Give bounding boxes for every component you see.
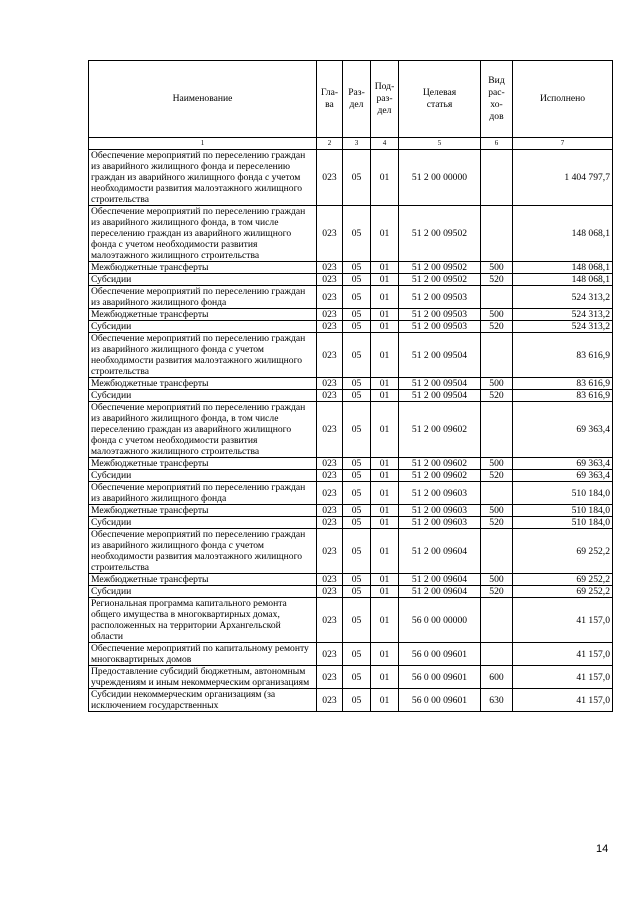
table-row — [89, 598, 613, 643]
cell-name: Обеспечение мероприятий по переселению граждан из аварийного жилищного фонда, в том числе переселению граждан из аварийного жилищного фонда с учетом необходимости развития малоэтажного жилищного строительства — [89, 402, 317, 458]
cell-podrazdel: 01 — [371, 274, 399, 286]
cell-razdel: 05 — [343, 643, 371, 666]
cell-amount: 524 313,2 — [513, 309, 613, 321]
cell-razdel: 05 — [343, 274, 371, 286]
cell-podrazdel: 01 — [371, 390, 399, 402]
cell-vid: 520 — [481, 517, 513, 529]
column-number: 1 — [89, 138, 317, 150]
column-number-row — [89, 138, 613, 150]
cell-podrazdel: 01 — [371, 333, 399, 378]
cell-statya: 51 2 00 09502 — [399, 274, 481, 286]
cell-name: Обеспечение мероприятий по переселению граждан из аварийного жилищного фонда с учетом необходимости развития малоэтажного жилищного строительства — [89, 333, 317, 378]
table-row — [89, 402, 613, 458]
cell-name: Межбюджетные трансферты — [89, 505, 317, 517]
cell-statya: 51 2 00 09604 — [399, 529, 481, 574]
table-row — [89, 274, 613, 286]
cell-glava: 023 — [317, 598, 343, 643]
cell-glava: 023 — [317, 402, 343, 458]
cell-vid — [481, 150, 513, 206]
cell-razdel: 05 — [343, 390, 371, 402]
cell-vid: 500 — [481, 505, 513, 517]
cell-statya: 51 2 00 09503 — [399, 286, 481, 309]
cell-statya: 51 2 00 09504 — [399, 390, 481, 402]
table-row — [89, 378, 613, 390]
cell-razdel: 05 — [343, 402, 371, 458]
cell-razdel: 05 — [343, 150, 371, 206]
cell-statya: 51 2 00 09602 — [399, 402, 481, 458]
cell-glava: 023 — [317, 378, 343, 390]
cell-amount: 148 068,1 — [513, 206, 613, 262]
cell-vid: 520 — [481, 470, 513, 482]
cell-glava: 023 — [317, 458, 343, 470]
cell-razdel: 05 — [343, 598, 371, 643]
cell-podrazdel: 01 — [371, 206, 399, 262]
cell-podrazdel: 01 — [371, 482, 399, 505]
cell-podrazdel: 01 — [371, 666, 399, 689]
table-row — [89, 666, 613, 689]
cell-vid: 500 — [481, 262, 513, 274]
cell-amount: 69 363,4 — [513, 470, 613, 482]
cell-vid — [481, 482, 513, 505]
table-row — [89, 150, 613, 206]
cell-razdel: 05 — [343, 517, 371, 529]
cell-glava: 023 — [317, 482, 343, 505]
cell-name: Обеспечение мероприятий по капитальному ремонту многоквартирных домов — [89, 643, 317, 666]
cell-podrazdel: 01 — [371, 458, 399, 470]
cell-amount: 83 616,9 — [513, 333, 613, 378]
cell-podrazdel: 01 — [371, 150, 399, 206]
cell-statya: 51 2 00 09603 — [399, 517, 481, 529]
cell-statya: 51 2 00 09603 — [399, 505, 481, 517]
table-row — [89, 529, 613, 574]
cell-statya: 56 0 00 00000 — [399, 598, 481, 643]
cell-glava: 023 — [317, 333, 343, 378]
cell-amount: 510 184,0 — [513, 505, 613, 517]
cell-statya: 51 2 00 09604 — [399, 586, 481, 598]
cell-name: Субсидии — [89, 470, 317, 482]
cell-amount: 148 068,1 — [513, 274, 613, 286]
header-glava — [317, 61, 343, 138]
cell-podrazdel: 01 — [371, 574, 399, 586]
cell-vid: 520 — [481, 586, 513, 598]
cell-razdel: 05 — [343, 666, 371, 689]
cell-amount: 524 313,2 — [513, 286, 613, 309]
cell-name: Межбюджетные трансферты — [89, 262, 317, 274]
cell-name: Субсидии — [89, 321, 317, 333]
header-podrazdel-label: Под- раз- дел — [374, 81, 395, 116]
column-number: 5 — [399, 138, 481, 150]
cell-vid — [481, 598, 513, 643]
cell-glava: 023 — [317, 390, 343, 402]
cell-name: Обеспечение мероприятий по переселению граждан из аварийного жилищного фонда с учетом необходимости развития малоэтажного жилищного строительства — [89, 529, 317, 574]
header-razdel — [343, 61, 371, 138]
cell-vid: 500 — [481, 458, 513, 470]
cell-name: Обеспечение мероприятий по переселению граждан из аварийного жилищного фонда и переселению граждан из аварийного жилищного фонда с учетом необходимости развития малоэтажного жилищного строительства — [89, 150, 317, 206]
cell-vid: 520 — [481, 390, 513, 402]
cell-statya: 51 2 00 09503 — [399, 321, 481, 333]
header-ispolneno-label: Исполнено — [539, 93, 586, 104]
cell-name: Обеспечение мероприятий по переселению граждан из аварийного жилищного фонда, в том числе переселению граждан из аварийного жилищного фонда с учетом необходимости развития малоэтажного жилищного строительства — [89, 206, 317, 262]
cell-amount: 510 184,0 — [513, 482, 613, 505]
cell-amount: 41 157,0 — [513, 598, 613, 643]
cell-name: Обеспечение мероприятий по переселению граждан из аварийного жилищного фонда — [89, 482, 317, 505]
cell-name: Региональная программа капитального ремонта общего имущества в многоквартирных домах, расположенных на территории Архангельской области — [89, 598, 317, 643]
cell-statya: 51 2 00 09504 — [399, 333, 481, 378]
cell-glava: 023 — [317, 470, 343, 482]
cell-amount: 69 252,2 — [513, 529, 613, 574]
cell-razdel: 05 — [343, 321, 371, 333]
header-ispolneno — [513, 61, 613, 138]
cell-glava: 023 — [317, 517, 343, 529]
budget-table — [88, 60, 613, 712]
cell-name: Обеспечение мероприятий по переселению граждан из аварийного жилищного фонда — [89, 286, 317, 309]
cell-amount: 1 404 797,7 — [513, 150, 613, 206]
cell-name: Межбюджетные трансферты — [89, 458, 317, 470]
cell-vid: 500 — [481, 574, 513, 586]
table-row — [89, 470, 613, 482]
cell-amount: 510 184,0 — [513, 517, 613, 529]
cell-amount: 524 313,2 — [513, 321, 613, 333]
cell-amount: 83 616,9 — [513, 378, 613, 390]
table-row — [89, 505, 613, 517]
header-vid — [481, 61, 513, 138]
cell-podrazdel: 01 — [371, 262, 399, 274]
header-name-label: Наименование — [172, 93, 233, 104]
cell-vid: 520 — [481, 274, 513, 286]
cell-razdel: 05 — [343, 586, 371, 598]
cell-glava: 023 — [317, 643, 343, 666]
table-row — [89, 262, 613, 274]
header-razdel-label: Раз- дел — [348, 87, 365, 110]
cell-name: Субсидии — [89, 274, 317, 286]
cell-statya: 51 2 00 09604 — [399, 574, 481, 586]
cell-name: Межбюджетные трансферты — [89, 378, 317, 390]
header-podrazdel — [371, 61, 399, 138]
cell-podrazdel: 01 — [371, 529, 399, 574]
header-vid-label: Вид рас- хо- дов — [488, 75, 505, 122]
cell-podrazdel: 01 — [371, 321, 399, 333]
cell-name: Субсидии — [89, 586, 317, 598]
cell-statya: 51 2 00 09602 — [399, 470, 481, 482]
cell-statya: 56 0 00 09601 — [399, 689, 481, 712]
cell-name: Субсидии некоммерческим организациям (за исключением государственных — [89, 689, 317, 712]
cell-vid: 520 — [481, 321, 513, 333]
cell-razdel: 05 — [343, 206, 371, 262]
cell-podrazdel: 01 — [371, 378, 399, 390]
cell-razdel: 05 — [343, 574, 371, 586]
column-number: 7 — [513, 138, 613, 150]
column-number: 3 — [343, 138, 371, 150]
cell-glava: 023 — [317, 689, 343, 712]
cell-razdel: 05 — [343, 262, 371, 274]
cell-razdel: 05 — [343, 529, 371, 574]
cell-amount: 69 252,2 — [513, 574, 613, 586]
cell-podrazdel: 01 — [371, 598, 399, 643]
table-row — [89, 286, 613, 309]
cell-razdel: 05 — [343, 689, 371, 712]
column-number: 2 — [317, 138, 343, 150]
cell-razdel: 05 — [343, 482, 371, 505]
cell-vid: 500 — [481, 378, 513, 390]
cell-vid — [481, 206, 513, 262]
cell-glava: 023 — [317, 666, 343, 689]
cell-glava: 023 — [317, 586, 343, 598]
page-number: 14 — [596, 843, 609, 855]
table-row — [89, 689, 613, 712]
table-row — [89, 333, 613, 378]
cell-vid — [481, 402, 513, 458]
table-row — [89, 309, 613, 321]
cell-vid: 630 — [481, 689, 513, 712]
cell-amount: 148 068,1 — [513, 262, 613, 274]
cell-glava: 023 — [317, 274, 343, 286]
cell-name: Межбюджетные трансферты — [89, 574, 317, 586]
table-row — [89, 574, 613, 586]
table-row — [89, 586, 613, 598]
cell-statya: 56 0 00 09601 — [399, 666, 481, 689]
cell-amount: 41 157,0 — [513, 666, 613, 689]
cell-amount: 69 363,4 — [513, 402, 613, 458]
cell-name: Предоставление субсидий бюджетным, автономным учреждениям и иным некоммерческим организациям — [89, 666, 317, 689]
budget-table-page — [88, 60, 612, 712]
cell-glava: 023 — [317, 574, 343, 586]
cell-vid: 500 — [481, 309, 513, 321]
cell-statya: 51 2 00 09502 — [399, 262, 481, 274]
cell-vid: 600 — [481, 666, 513, 689]
cell-vid — [481, 333, 513, 378]
cell-amount: 83 616,9 — [513, 390, 613, 402]
header-name — [89, 61, 317, 138]
cell-glava: 023 — [317, 309, 343, 321]
cell-amount: 69 363,4 — [513, 458, 613, 470]
cell-glava: 023 — [317, 206, 343, 262]
cell-podrazdel: 01 — [371, 643, 399, 666]
cell-statya: 51 2 00 09502 — [399, 206, 481, 262]
cell-amount: 41 157,0 — [513, 689, 613, 712]
cell-vid — [481, 286, 513, 309]
cell-glava: 023 — [317, 529, 343, 574]
table-row — [89, 482, 613, 505]
cell-vid — [481, 643, 513, 666]
table-row — [89, 643, 613, 666]
table-row — [89, 206, 613, 262]
table-row — [89, 321, 613, 333]
cell-name: Межбюджетные трансферты — [89, 309, 317, 321]
cell-razdel: 05 — [343, 309, 371, 321]
cell-amount: 41 157,0 — [513, 643, 613, 666]
cell-razdel: 05 — [343, 378, 371, 390]
table-row — [89, 390, 613, 402]
cell-vid — [481, 529, 513, 574]
header-statya-label: Целевая статья — [422, 87, 457, 110]
cell-amount: 69 252,2 — [513, 586, 613, 598]
cell-statya: 51 2 00 09503 — [399, 309, 481, 321]
cell-podrazdel: 01 — [371, 402, 399, 458]
cell-podrazdel: 01 — [371, 586, 399, 598]
cell-podrazdel: 01 — [371, 309, 399, 321]
cell-glava: 023 — [317, 505, 343, 517]
cell-razdel: 05 — [343, 333, 371, 378]
cell-podrazdel: 01 — [371, 689, 399, 712]
cell-razdel: 05 — [343, 458, 371, 470]
cell-podrazdel: 01 — [371, 517, 399, 529]
header-row — [89, 61, 613, 138]
cell-statya: 56 0 00 09601 — [399, 643, 481, 666]
cell-podrazdel: 01 — [371, 505, 399, 517]
cell-glava: 023 — [317, 321, 343, 333]
cell-razdel: 05 — [343, 286, 371, 309]
header-glava-label: Гла- ва — [320, 87, 339, 110]
cell-statya: 51 2 00 00000 — [399, 150, 481, 206]
cell-statya: 51 2 00 09504 — [399, 378, 481, 390]
cell-name: Субсидии — [89, 517, 317, 529]
table-row — [89, 517, 613, 529]
cell-name: Субсидии — [89, 390, 317, 402]
column-number: 6 — [481, 138, 513, 150]
table-body — [89, 150, 613, 712]
cell-statya: 51 2 00 09603 — [399, 482, 481, 505]
cell-glava: 023 — [317, 150, 343, 206]
header-statya — [399, 61, 481, 138]
cell-statya: 51 2 00 09602 — [399, 458, 481, 470]
cell-glava: 023 — [317, 286, 343, 309]
cell-razdel: 05 — [343, 470, 371, 482]
table-row — [89, 458, 613, 470]
cell-razdel: 05 — [343, 505, 371, 517]
cell-glava: 023 — [317, 262, 343, 274]
cell-podrazdel: 01 — [371, 286, 399, 309]
column-number: 4 — [371, 138, 399, 150]
cell-podrazdel: 01 — [371, 470, 399, 482]
